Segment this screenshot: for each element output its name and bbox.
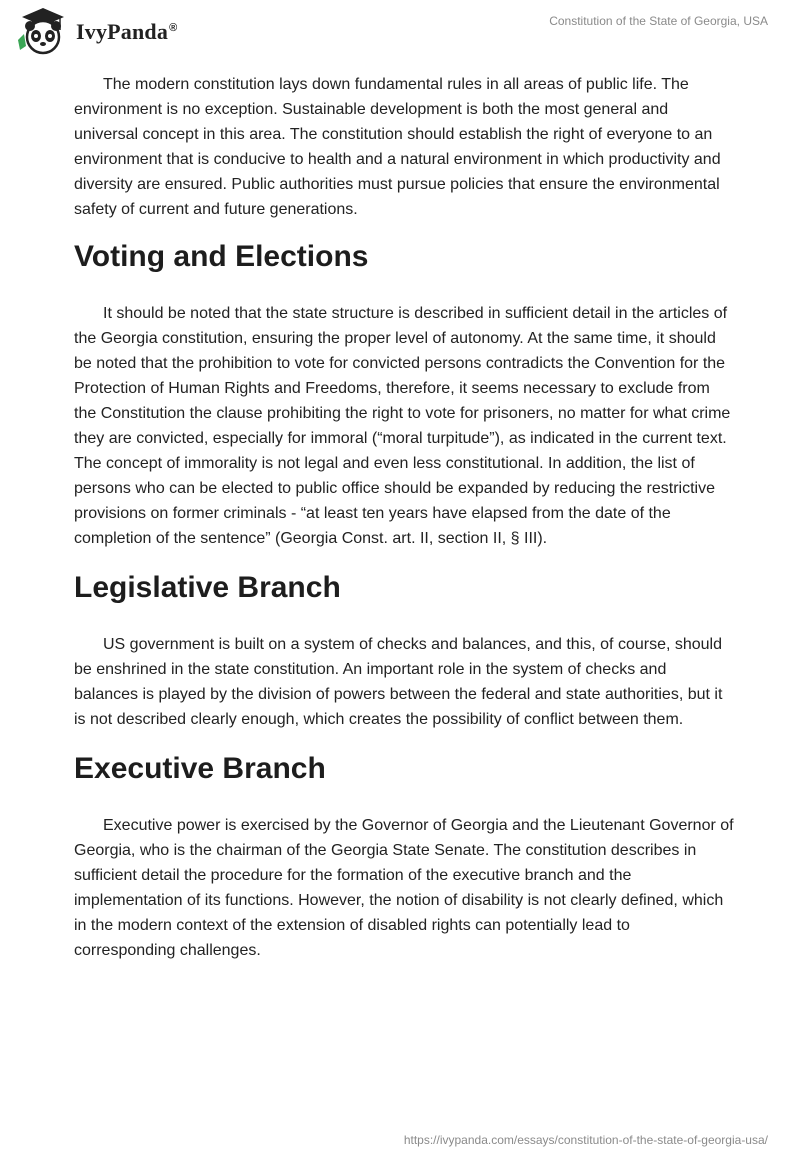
brand-logo[interactable] (14, 6, 177, 58)
source-url-link[interactable]: https://ivypanda.com/essays/constitution-of-the-state-of-georgia-usa/ (403, 1133, 768, 1147)
document-title: Constitution of the State of Georgia, USA (549, 14, 768, 28)
paragraph-environment: The modern constitution lays down fundamental rules in all areas of public life. The environment is no exception. Sustainable development is both the most general and universal concept in this area. The constitution should establish the right of everyone to an environment that is conducive to health and a natural environment in which productivity and diversity are ensured. Public authorities must pursue policies that ensure the environmental safety of current and future generations. (74, 76, 721, 218)
essay-content (74, 72, 734, 963)
heading-executive-branch: Executive Branch (74, 752, 326, 785)
paragraph-voting-elections: It should be noted that the state structure is described in sufficient detail in the articles of the Georgia constitution, ensuring the proper level of autonomy. At the same time, it should be noted that the prohibition to vote for convicted persons contradicts the Convention for the Protection of Human Rights and Freedoms, therefore, it seems necessary to exclude from the Constitution the clause prohibiting the right to vote for prisoners, no matter for what crime they are convicted, especially for immoral (“moral turpitude”), as indicated in the current text. The concept of immorality is not legal and even less constitutional. In addition, the list of persons who can be elected to public office should be expanded by reducing the restrictive provisions on former criminals - “at least ten years have elapsed from the date of the completion of the sentence” (Georgia Const. art. II, section II, § III). (74, 305, 731, 547)
panda-logo-icon (14, 6, 72, 58)
page-header (0, 0, 800, 64)
brand-name: IvyPanda® (76, 19, 178, 44)
paragraph-executive-branch: Executive power is exercised by the Governor of Georgia and the Lieutenant Governor of Georgia, who is the chairman of the Georgia State Senate. The constitution describes in sufficient detail the procedure for the formation of the executive branch and the implementation of its functions. However, the notion of disability is not clearly defined, which in the modern context of the extension of disabled rights can potentially lead to corresponding challenges. (74, 817, 734, 959)
heading-voting-elections: Voting and Elections (74, 240, 369, 273)
heading-legislative-branch: Legislative Branch (74, 571, 341, 604)
paragraph-legislative-branch: US government is built on a system of checks and balances, and this, of course, should be enshrined in the state constitution. An important role in the system of checks and balances is played by the division of powers between the federal and state authorities, but it is not described clearly enough, which creates the possibility of conflict between them. (74, 636, 723, 728)
